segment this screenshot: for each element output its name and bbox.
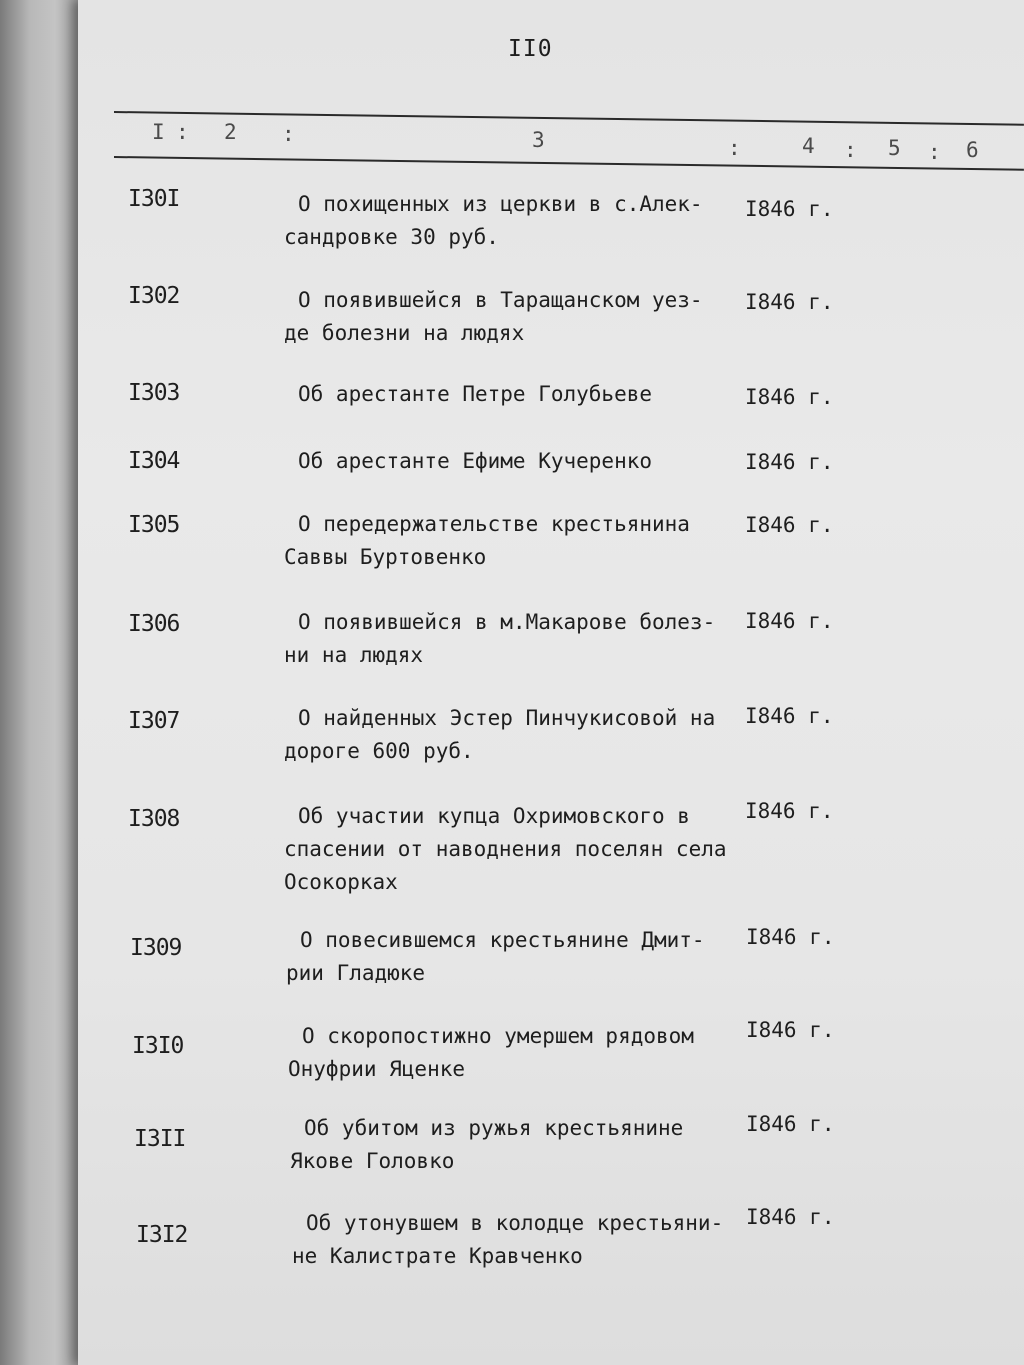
entry-year: I846 г. — [745, 609, 834, 633]
entry-line: Об утонувшем в колодце крестьяни- — [306, 1211, 724, 1235]
entry-line: О похищенных из церкви в с.Алек- — [298, 192, 703, 216]
entry-number: I3I0 — [132, 1033, 184, 1059]
entry-title — [286, 924, 705, 990]
entry-number: I307 — [128, 708, 180, 734]
entry-number: I30I — [128, 186, 180, 212]
entry-title — [298, 378, 652, 411]
entry-year: I846 г. — [745, 513, 834, 537]
entry-line: Об участии купца Охримовского в — [298, 804, 690, 828]
page-number: II0 — [508, 36, 553, 62]
entry-number: I303 — [128, 380, 180, 406]
entry-number: I304 — [128, 448, 180, 474]
entry-line: Онуфрии Яценке — [288, 1057, 466, 1081]
entry-line: де болезни на людях — [284, 321, 525, 345]
entry-year: I846 г. — [745, 704, 834, 728]
entry-title — [284, 702, 715, 768]
column-header-4: 4 — [802, 134, 815, 158]
entry-number: I308 — [128, 806, 180, 832]
entry-line: дороге 600 руб. — [284, 739, 474, 763]
entry-year: I846 г. — [745, 385, 834, 409]
facing-page-edge — [0, 0, 80, 1365]
entry-year: I846 г. — [745, 799, 834, 823]
entry-title — [284, 606, 715, 672]
entry-year: I846 г. — [745, 290, 834, 314]
entry-line: Об арестанте Ефиме Кучеренко — [298, 449, 653, 473]
entry-number: I3II — [134, 1126, 186, 1152]
entry-line: сандровке 30 руб. — [284, 225, 499, 249]
entry-title — [290, 1112, 683, 1178]
column-header-2: 2 — [224, 120, 237, 144]
entry-number: I3I2 — [136, 1222, 188, 1248]
entry-title — [284, 508, 690, 574]
entry-year: I846 г. — [746, 925, 835, 949]
column-separator: : — [176, 120, 189, 144]
entry-title — [298, 445, 652, 478]
entry-line: не Калистрате Кравченко — [292, 1244, 583, 1268]
entry-line: О передержательстве крестьянина — [298, 512, 690, 536]
entry-number: I306 — [128, 611, 180, 637]
column-header-3: 3 — [532, 128, 545, 152]
entry-year: I846 г. — [746, 1112, 835, 1136]
entry-title — [292, 1207, 723, 1273]
entry-line: спасении от наводнения поселян села — [284, 837, 727, 861]
document-page — [78, 0, 1024, 1365]
entry-line: Якове Головко — [290, 1149, 455, 1173]
column-separator: : — [282, 122, 295, 146]
column-header-1: I — [152, 120, 165, 144]
entry-line: О появившейся в Таращанском уез- — [298, 288, 703, 312]
column-header-5: 5 — [888, 136, 901, 160]
entry-year: I846 г. — [746, 1205, 835, 1229]
entry-line: О повесившемся крестьянине Дмит- — [300, 928, 705, 952]
entry-line: О появившейся в м.Макарове болез- — [298, 610, 716, 634]
entry-year: I846 г. — [746, 1018, 835, 1042]
entry-line: Об убитом из ружья крестьянине — [304, 1116, 684, 1140]
column-separator: : — [728, 136, 741, 160]
entry-number: I302 — [128, 283, 180, 309]
column-separator: : — [928, 140, 941, 164]
column-header-6: 6 — [966, 138, 979, 162]
header-rule-top — [114, 111, 1024, 126]
entry-line: О найденных Эстер Пинчукисовой на — [298, 706, 716, 730]
entry-line: Осокорках — [284, 870, 398, 894]
entry-title — [288, 1020, 694, 1086]
column-separator: : — [844, 138, 857, 162]
entry-title — [284, 800, 727, 899]
entry-title — [284, 284, 703, 350]
entry-number: I309 — [130, 935, 182, 961]
entry-line: рии Гладюке — [286, 961, 426, 985]
entry-year: I846 г. — [745, 450, 834, 474]
entry-number: I305 — [128, 512, 180, 538]
entry-line: О скоропостижно умершем рядовом — [302, 1024, 694, 1048]
entry-title — [284, 188, 703, 254]
entry-line: ни на людях — [284, 643, 424, 667]
entry-year: I846 г. — [745, 197, 834, 221]
entry-line: Саввы Буртовенко — [284, 545, 487, 569]
entry-line: Об арестанте Петре Голубьеве — [298, 382, 653, 406]
